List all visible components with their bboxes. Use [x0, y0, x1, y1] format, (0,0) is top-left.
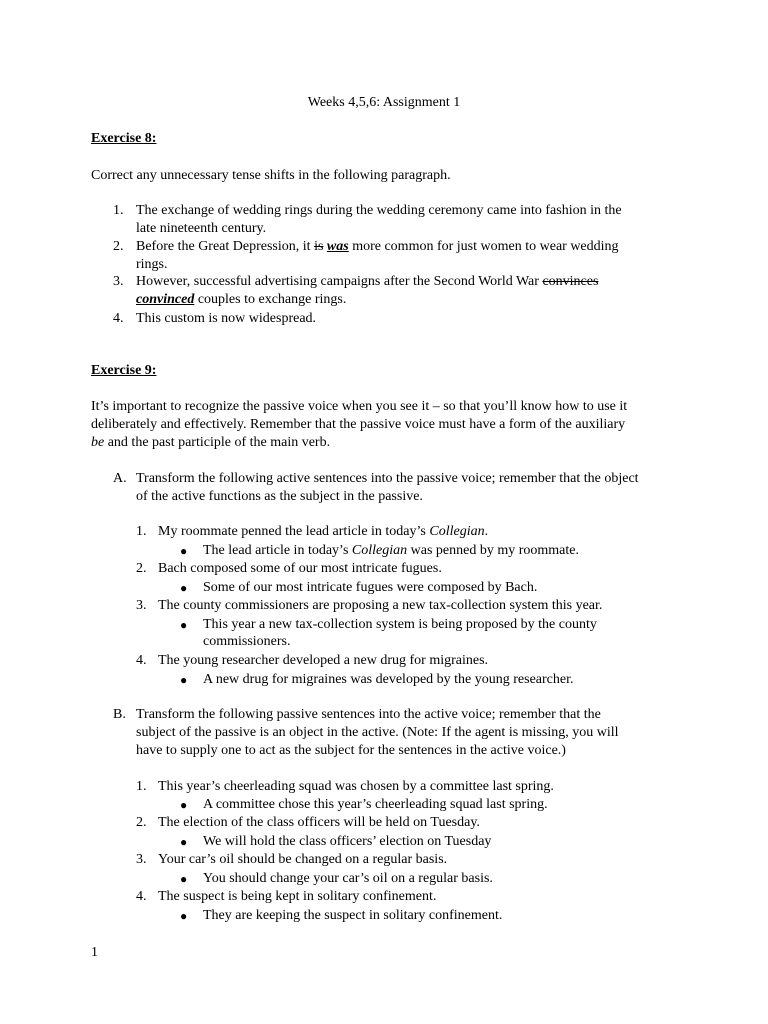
part-b-item-number: 1.	[136, 779, 147, 794]
deleted-word: is	[314, 239, 324, 254]
part-b-answer: We will hold the class officers’ election on Tuesday	[203, 834, 492, 849]
part-a-answer: This year a new tax-collection system is being proposed by the county	[203, 617, 597, 632]
part-b-answer: You should change your car’s oil on a regular basis.	[203, 871, 493, 886]
bullet-icon: ●	[180, 673, 188, 687]
corrected-word: was	[326, 239, 349, 254]
part-b-item-text: Your car’s oil should be changed on a regular basis.	[158, 852, 448, 867]
bullet-icon: ●	[180, 581, 188, 595]
page-number: 1	[91, 945, 98, 960]
part-b-instruction: Transform the following passive sentences into the active voice; remember that the	[136, 707, 601, 722]
part-a-answer: A new drug for migraines was developed by the young researcher.	[203, 672, 574, 687]
ex8-item-text: This custom is now widespread.	[136, 311, 317, 326]
part-a-answer: commissioners.	[203, 634, 291, 649]
bullet-icon: ●	[180, 872, 188, 886]
part-a-instruction: of the active functions as the subject in the passive.	[136, 489, 423, 504]
part-a-item-text: The young researcher developed a new drug for migraines.	[158, 653, 489, 668]
exercise-9-intro: It’s important to recognize the passive voice when you see it – so that you’ll know how to use it	[91, 399, 628, 414]
bullet-icon: ●	[180, 544, 188, 558]
ex8-item-text: late nineteenth century.	[136, 221, 267, 236]
part-a-item-text: My roommate penned the lead article in today’s Collegian.	[158, 524, 489, 539]
part-a-item-number: 2.	[136, 561, 147, 576]
ex8-item-text: Before the Great Depression, it is was more common for just women to wear wedding	[136, 239, 619, 254]
deleted-word: convinces	[542, 274, 599, 289]
part-a-instruction: Transform the following active sentences into the passive voice; remember that the object	[136, 471, 639, 486]
part-a-label: A.	[113, 471, 127, 486]
part-b-item-text: The suspect is being kept in solitary confinement.	[158, 889, 437, 904]
ex8-item-text: However, successful advertising campaigns after the Second World War convinces	[136, 274, 599, 289]
bullet-icon: ●	[180, 909, 188, 923]
part-a-item-text: Bach composed some of our most intricate fugues.	[158, 561, 442, 576]
ex8-item-text: rings.	[136, 257, 168, 272]
document-title: Weeks 4,5,6: Assignment 1	[307, 95, 461, 110]
exercise-9-intro: be and the past participle of the main verb.	[91, 435, 331, 450]
part-b-answer: They are keeping the suspect in solitary confinement.	[203, 908, 503, 923]
part-b-item-text: This year’s cheerleading squad was chosen by a committee last spring.	[158, 779, 554, 794]
part-a-item-number: 1.	[136, 524, 147, 539]
bullet-icon: ●	[180, 618, 188, 632]
part-a-item-text: The county commissioners are proposing a new tax-collection system this year.	[158, 598, 603, 613]
ex8-item-number: 2.	[113, 239, 124, 254]
bullet-icon: ●	[180, 835, 188, 849]
exercise-9-intro: deliberately and effectively. Remember that the passive voice must have a form of the auxiliary	[91, 417, 626, 432]
ex8-item-number: 4.	[113, 311, 124, 326]
ex8-item-number: 1.	[113, 203, 124, 218]
exercise-8-instruction: Correct any unnecessary tense shifts in the following paragraph.	[91, 168, 451, 183]
part-b-answer: A committee chose this year’s cheerleading squad last spring.	[203, 797, 548, 812]
part-b-instruction: subject of the passive is an object in the active. (Note: If the agent is missing, you will	[136, 725, 619, 740]
corrected-word: convinced	[136, 292, 195, 307]
part-b-label: B.	[113, 707, 126, 722]
part-b-item-number: 4.	[136, 889, 147, 904]
ex8-item-number: 3.	[113, 274, 124, 289]
part-a-answer: The lead article in today’s Collegian was penned by my roommate.	[203, 543, 579, 558]
exercise-8-heading: Exercise 8:	[91, 131, 157, 146]
part-a-answer: Some of our most intricate fugues were composed by Bach.	[203, 580, 538, 595]
part-a-item-number: 3.	[136, 598, 147, 613]
bullet-icon: ●	[180, 798, 188, 812]
part-b-instruction: have to supply one to act as the subject for the sentences in the active voice.)	[136, 743, 566, 758]
exercise-9-heading: Exercise 9:	[91, 363, 157, 378]
part-b-item-number: 3.	[136, 852, 147, 867]
ex8-item-text: convinced couples to exchange rings.	[136, 292, 347, 307]
part-b-item-text: The election of the class officers will be held on Tuesday.	[158, 815, 480, 830]
part-a-item-number: 4.	[136, 653, 147, 668]
ex8-item-text: The exchange of wedding rings during the wedding ceremony came into fashion in the	[136, 203, 622, 218]
part-b-item-number: 2.	[136, 815, 147, 830]
